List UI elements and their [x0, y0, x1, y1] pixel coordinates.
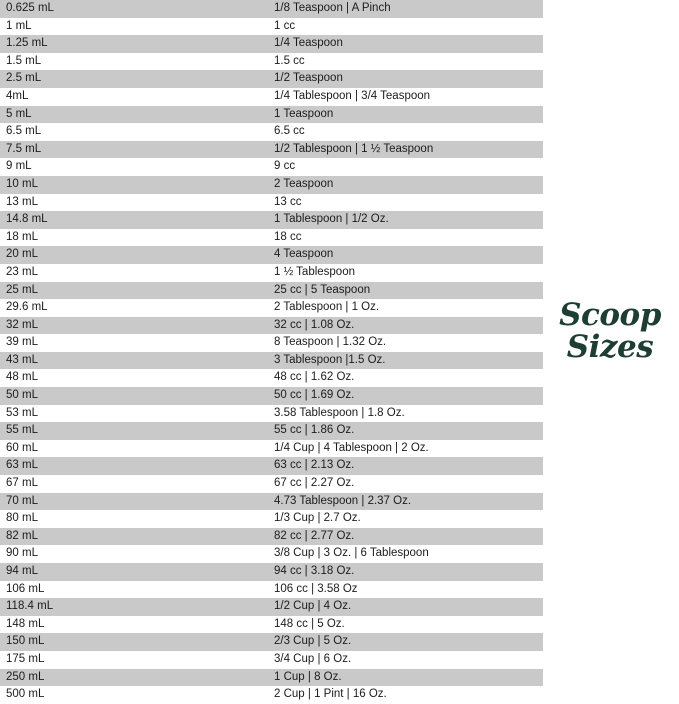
table-row [0, 299, 543, 317]
cell-equivalent: 148 cc | 5 Oz. [268, 616, 543, 634]
table-row [0, 581, 543, 599]
cell-equivalent: 1 Cup | 8 Oz. [268, 669, 543, 687]
cell-volume: 175 mL [0, 651, 268, 669]
cell-volume: 500 mL [0, 686, 268, 704]
cell-volume: 50 mL [0, 387, 268, 405]
table-row [0, 387, 543, 405]
cell-volume: 55 mL [0, 422, 268, 440]
table-row [0, 0, 543, 18]
cell-equivalent: 2/3 Cup | 5 Oz. [268, 633, 543, 651]
cell-volume: 60 mL [0, 440, 268, 458]
cell-equivalent: 1 Teaspoon [268, 106, 543, 124]
cell-equivalent: 63 cc | 2.13 Oz. [268, 457, 543, 475]
cell-equivalent: 1.5 cc [268, 53, 543, 71]
table-row [0, 669, 543, 687]
cell-volume: 9 mL [0, 158, 268, 176]
cell-volume: 43 mL [0, 352, 268, 370]
cell-volume: 148 mL [0, 616, 268, 634]
cell-volume: 2.5 mL [0, 70, 268, 88]
cell-equivalent: 3/4 Cup | 6 Oz. [268, 651, 543, 669]
cell-equivalent: 106 cc | 3.58 Oz [268, 581, 543, 599]
table-row [0, 53, 543, 71]
table-row [0, 686, 543, 704]
table-row [0, 176, 543, 194]
table-row [0, 141, 543, 159]
cell-volume: 82 mL [0, 528, 268, 546]
cell-volume: 67 mL [0, 475, 268, 493]
cell-equivalent: 1/8 Teaspoon | A Pinch [268, 0, 543, 18]
table-row [0, 317, 543, 335]
cell-volume: 106 mL [0, 581, 268, 599]
table-row [0, 282, 543, 300]
cell-equivalent: 48 cc | 1.62 Oz. [268, 369, 543, 387]
table-row [0, 106, 543, 124]
cell-equivalent: 1/4 Cup | 4 Tablespoon | 2 Oz. [268, 440, 543, 458]
cell-equivalent: 2 Teaspoon [268, 176, 543, 194]
cell-equivalent: 4 Teaspoon [268, 246, 543, 264]
cell-equivalent: 18 cc [268, 229, 543, 247]
table-row [0, 616, 543, 634]
cell-volume: 1 mL [0, 18, 268, 36]
cell-volume: 70 mL [0, 493, 268, 511]
cell-equivalent: 82 cc | 2.77 Oz. [268, 528, 543, 546]
cell-equivalent: 55 cc | 1.86 Oz. [268, 422, 543, 440]
cell-equivalent: 25 cc | 5 Teaspoon [268, 282, 543, 300]
cell-volume: 1.25 mL [0, 35, 268, 53]
cell-equivalent: 4.73 Tablespoon | 2.37 Oz. [268, 493, 543, 511]
cell-equivalent: 1 cc [268, 18, 543, 36]
cell-volume: 6.5 mL [0, 123, 268, 141]
table-row [0, 123, 543, 141]
cell-equivalent: 2 Cup | 1 Pint | 16 Oz. [268, 686, 543, 704]
table-row [0, 18, 543, 36]
table-row [0, 563, 543, 581]
cell-volume: 13 mL [0, 194, 268, 212]
table-row [0, 352, 543, 370]
cell-volume: 39 mL [0, 334, 268, 352]
cell-equivalent: 9 cc [268, 158, 543, 176]
table-row [0, 545, 543, 563]
table-row [0, 405, 543, 423]
table-row [0, 598, 543, 616]
cell-equivalent: 1/4 Tablespoon | 3/4 Teaspoon [268, 88, 543, 106]
cell-volume: 90 mL [0, 545, 268, 563]
logo-line-two: Sizes [566, 328, 654, 365]
cell-equivalent: 32 cc | 1.08 Oz. [268, 317, 543, 335]
table-row [0, 35, 543, 53]
cell-equivalent: 3.58 Tablespoon | 1.8 Oz. [268, 405, 543, 423]
table-row [0, 264, 543, 282]
cell-volume: 25 mL [0, 282, 268, 300]
table-row [0, 475, 543, 493]
cell-volume: 14.8 mL [0, 211, 268, 229]
cell-volume: 1.5 mL [0, 53, 268, 71]
scoop-sizes-logo [542, 297, 678, 365]
table-row [0, 194, 543, 212]
cell-equivalent: 1/2 Teaspoon [268, 70, 543, 88]
cell-volume: 63 mL [0, 457, 268, 475]
cell-equivalent: 8 Teaspoon | 1.32 Oz. [268, 334, 543, 352]
cell-volume: 20 mL [0, 246, 268, 264]
cell-equivalent: 1/2 Cup | 4 Oz. [268, 598, 543, 616]
cell-equivalent: 13 cc [268, 194, 543, 212]
cell-volume: 0.625 mL [0, 0, 268, 18]
cell-equivalent: 3 Tablespoon |1.5 Oz. [268, 352, 543, 370]
cell-volume: 94 mL [0, 563, 268, 581]
table-row [0, 528, 543, 546]
table-row [0, 493, 543, 511]
cell-equivalent: 1/2 Tablespoon | 1 ½ Teaspoon [268, 141, 543, 159]
cell-volume: 23 mL [0, 264, 268, 282]
table-row [0, 651, 543, 669]
table-row [0, 510, 543, 528]
cell-equivalent: 1 ½ Tablespoon [268, 264, 543, 282]
cell-volume: 150 mL [0, 633, 268, 651]
table-row [0, 70, 543, 88]
cell-equivalent: 67 cc | 2.27 Oz. [268, 475, 543, 493]
cell-volume: 250 mL [0, 669, 268, 687]
table-row [0, 457, 543, 475]
cell-volume: 4mL [0, 88, 268, 106]
cell-equivalent: 1/3 Cup | 2.7 Oz. [268, 510, 543, 528]
cell-volume: 80 mL [0, 510, 268, 528]
table-row [0, 369, 543, 387]
table-row [0, 246, 543, 264]
cell-volume: 5 mL [0, 106, 268, 124]
cell-volume: 48 mL [0, 369, 268, 387]
table-row [0, 440, 543, 458]
table-row [0, 158, 543, 176]
table-row [0, 88, 543, 106]
cell-volume: 118.4 mL [0, 598, 268, 616]
cell-volume: 53 mL [0, 405, 268, 423]
cell-volume: 7.5 mL [0, 141, 268, 159]
cell-volume: 32 mL [0, 317, 268, 335]
cell-volume: 10 mL [0, 176, 268, 194]
table-row [0, 334, 543, 352]
table-row [0, 211, 543, 229]
cell-equivalent: 1 Tablespoon | 1/2 Oz. [268, 211, 543, 229]
cell-equivalent: 6.5 cc [268, 123, 543, 141]
table-row [0, 422, 543, 440]
cell-equivalent: 50 cc | 1.69 Oz. [268, 387, 543, 405]
logo-line-one: Scoop [559, 297, 661, 333]
cell-equivalent: 2 Tablespoon | 1 Oz. [268, 299, 543, 317]
cell-volume: 18 mL [0, 229, 268, 247]
cell-equivalent: 94 cc | 3.18 Oz. [268, 563, 543, 581]
table-row [0, 633, 543, 651]
cell-equivalent: 3/8 Cup | 3 Oz. | 6 Tablespoon [268, 545, 543, 563]
cell-equivalent: 1/4 Teaspoon [268, 35, 543, 53]
table-row [0, 229, 543, 247]
cell-volume: 29.6 mL [0, 299, 268, 317]
